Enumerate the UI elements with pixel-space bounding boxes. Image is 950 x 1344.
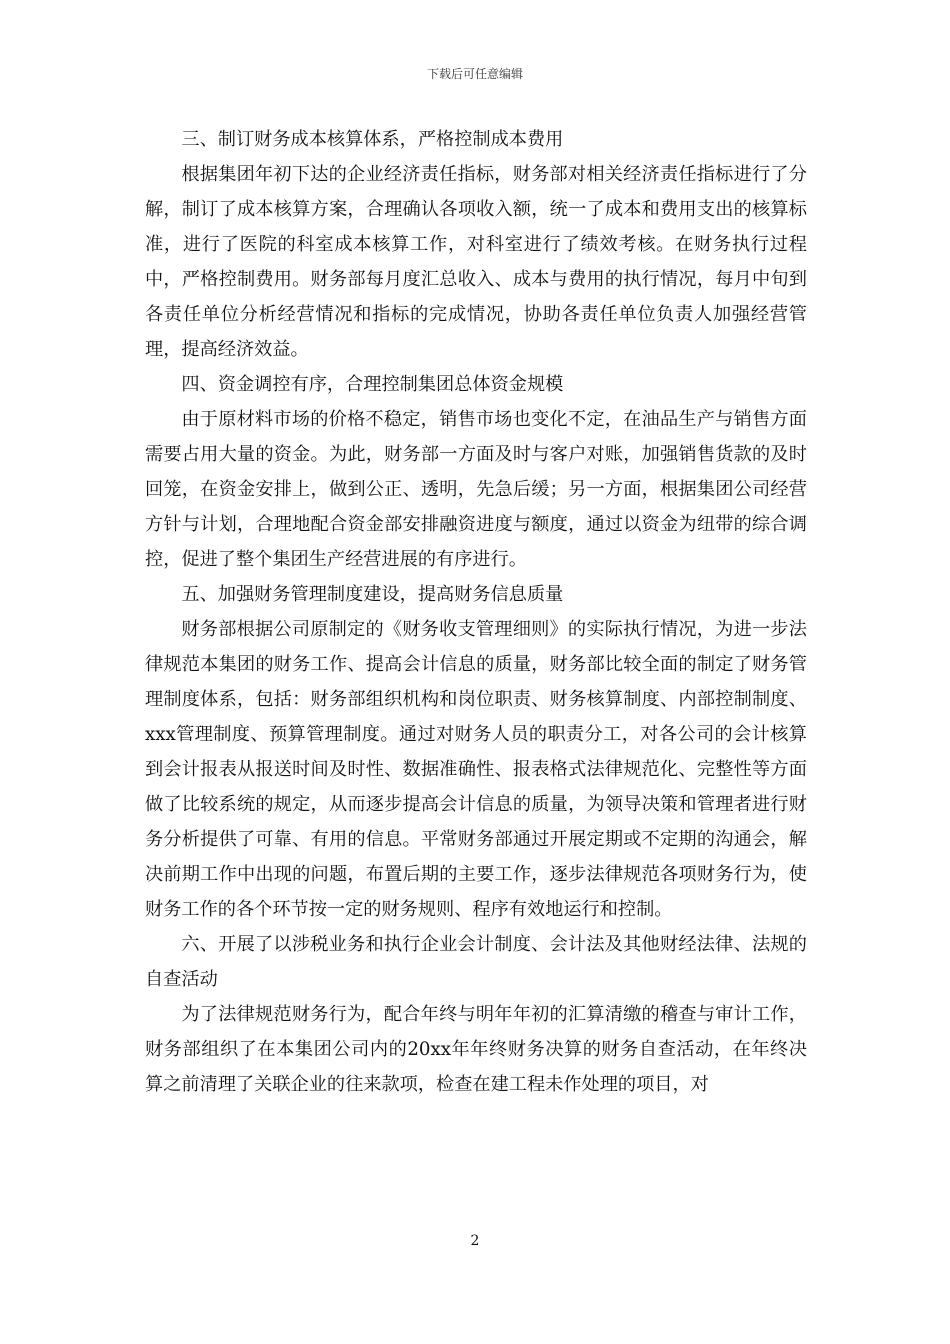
page-number: 2 [470,1233,480,1249]
section-heading-6: 六、开展了以涉税业务和执行企业会计制度、会计法及其他财经法律、法规的自查活动 [145,934,807,990]
section-body-6: 为了法律规范财务行为，配合年终与明年年初的汇算清缴的稽查与审计工作，财务部组织了在本集团公司内的20xx年年终财务决算的财务自查活动，在年终决算之前清理了关联企业的往来款项，检查在建工程未作处理的项目，对 [145,1004,807,1095]
document-body [145,122,807,1102]
page-header: 下载后可任意编辑 [426,67,523,81]
section-body-4: 由于原材料市场的价格不稳定，销售市场也变化不定，在油品生产与销售方面需要占用大量的资金。为此，财务部一方面及时与客户对账，加强销售货款的及时回笼，在资金安排上，做到公正、透明，先急后缓；另一方面，根据集团公司经营方针与计划，合理地配合资金部安排融资进度与额度，通过以资金为纽带的综合调控，促进了整个集团生产经营进展的有序进行。 [145,409,807,570]
section-body-3: 根据集团年初下达的企业经济责任指标，财务部对相关经济责任指标进行了分解，制订了成本核算方案，合理确认各项收入额，统一了成本和费用支出的核算标准，进行了医院的科室成本核算工作，对科室进行了绩效考核。在财务执行过程中，严格控制费用。财务部每月度汇总收入、成本与费用的执行情况，每月中旬到各责任单位分析经营情况和指标的完成情况，协助各责任单位负责人加强经营管理，提高经济效益。 [145,164,807,360]
section-heading-4: 四、资金调控有序，合理控制集团总体资金规模 [181,374,564,395]
section-heading-3: 三、制订财务成本核算体系，严格控制成本费用 [181,129,564,150]
section-heading-5: 五、加强财务管理制度建设，提高财务信息质量 [181,584,564,605]
section-body-5: 财务部根据公司原制定的《财务收支管理细则》的实际执行情况，为进一步法律规范本集团的财务工作、提高会计信息的质量，财务部比较全面的制定了财务管理制度体系，包括：财务部组织机构和岗位职责、财务核算制度、内部控制制度、xxx管理制度、预算管理制度。通过对财务人员的职责分工，对各公司的会计核算到会计报表从报送时间及时性、数据准确性、报表格式法律规范化、完整性等方面做了比较系统的规定，从而逐步提高会计信息的质量，为领导决策和管理者进行财务分析提供了可靠、有用的信息。平常财务部通过开展定期或不定期的沟通会，解决前期工作中出现的问题，布置后期的主要工作，逐步法律规范各项财务行为，使财务工作的各个环节按一定的财务规则、程序有效地运行和控制。 [145,619,807,920]
